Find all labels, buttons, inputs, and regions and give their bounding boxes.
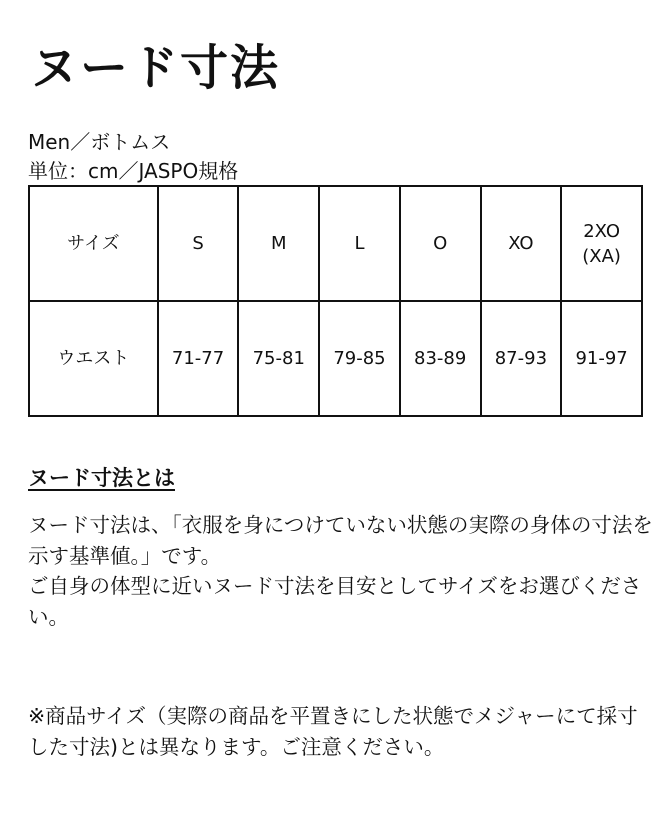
table-row-waist-label: ウエスト	[29, 301, 158, 416]
size-cell-o: O	[400, 186, 481, 301]
waist-cell-xo: 87-93	[481, 301, 562, 416]
unit-label: 単位：cm／JASPO規格	[28, 159, 239, 183]
page-title: ヌード寸法	[30, 40, 281, 96]
table-header-size-label: サイズ	[29, 186, 158, 301]
waist-cell-l: 79-85	[319, 301, 400, 416]
waist-cell-2xo: 91-97	[561, 301, 642, 416]
about-paragraph-guidance: ご自身の体型に近いヌード寸法を目安としてサイズをお選びください。	[28, 574, 642, 629]
waist-cell-m: 75-81	[238, 301, 319, 416]
waist-cell-o: 83-89	[400, 301, 481, 416]
table-row-size	[29, 186, 642, 301]
about-paragraph-definition: ヌード寸法は、「衣服を身につけていない状態の実際の身体の寸法を示す基準値。」です。	[28, 513, 653, 568]
table-row-waist	[29, 301, 642, 416]
size-cell-m: M	[238, 186, 319, 301]
size-cell-2xo: 2XO (XA)	[561, 186, 642, 301]
category-label: Men／ボトムス	[28, 130, 171, 154]
size-note: ※商品サイズ（実際の商品を平置きにした状態でメジャーにて採寸した寸法)とは異なります。ご注意ください。	[28, 704, 638, 759]
size-cell-s: S	[158, 186, 239, 301]
about-heading: ヌード寸法とは	[28, 466, 175, 490]
size-cell-l: L	[319, 186, 400, 301]
size-table	[28, 185, 643, 417]
size-cell-xo: XO	[481, 186, 562, 301]
waist-cell-s: 71-77	[158, 301, 239, 416]
